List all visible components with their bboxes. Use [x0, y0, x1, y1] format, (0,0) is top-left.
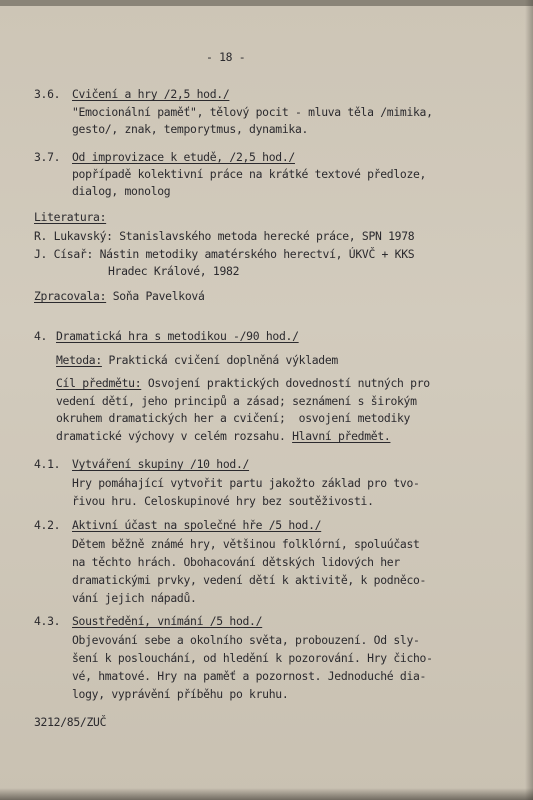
section-number: 3.6.	[34, 87, 61, 101]
literature-heading: Literatura:	[34, 210, 107, 224]
method-line	[56, 353, 338, 367]
section-heading: Cvičení a hry /2,5 hod./	[72, 87, 230, 101]
page-bottom-shadow	[0, 788, 533, 800]
text-line: dialog, monolog	[72, 184, 171, 198]
method-text: Praktická cvičení doplněná výkladem	[101, 353, 338, 367]
page-top-edge	[0, 0, 533, 6]
text-line: Objevování sebe a okolního světa, probouzení. Od sly-	[72, 633, 420, 647]
goal-last-text: dramatické výchovy v celém rozsahu.	[56, 429, 293, 443]
text-line: šení k poslouchání, od hledění k pozorování. Hry čicho-	[72, 651, 433, 665]
text-line: na těchto hrách. Obohacování dětských lidových her	[72, 555, 400, 569]
text-line: gesto/, znak, temporytmus, dynamika.	[72, 122, 309, 136]
text-line: vé, hmatové. Hry na paměť a pozornost. Jednoduché dia-	[72, 669, 427, 683]
text-line: Dětem běžně známé hry, většinou folklórní, spoluúčast	[72, 537, 420, 551]
text-line: "Emocionální paměť", tělový pocit - mluva těla /mimika,	[72, 105, 433, 119]
text-line: popřípadě kolektivní práce na krátké textové předloze,	[72, 167, 427, 181]
text-line: vedení dětí, jeho principů a zásad; seznámení s širokým	[56, 394, 417, 408]
section-number: 4.2.	[34, 518, 61, 532]
section-number: 4.	[34, 329, 48, 343]
section-heading: Aktivní účast na společné hře /5 hod./	[72, 518, 322, 532]
section-number: 4.1.	[34, 457, 61, 471]
page-right-shadow	[525, 0, 533, 800]
text-line: řivou hru. Celoskupinové hry bez soutěživosti.	[72, 494, 374, 508]
section-heading: Dramatická hra s metodikou -/90 hod./	[56, 329, 299, 343]
goal-line	[56, 376, 430, 390]
text-line	[56, 429, 390, 443]
section-number: 4.3.	[34, 614, 61, 628]
section-number: 3.7.	[34, 150, 61, 164]
main-subject-note: Hlavní předmět.	[292, 429, 391, 443]
text-line: vání jejich nápadů.	[72, 591, 197, 605]
text-line: okruhem dramatických her a cvičení; osvojení metodiky	[56, 411, 411, 425]
document-reference: 3212/85/ZUČ	[34, 715, 107, 729]
author-line	[34, 289, 205, 303]
section-heading: Vytváření skupiny /10 hod./	[72, 457, 250, 471]
text-line: Hry pomáhající vytvořit partu jakožto základ pro tvo-	[72, 476, 420, 490]
text-line: dramatickými prvky, vedení dětí k aktivitě, k podněco-	[72, 573, 427, 587]
literature-entry: R. Lukavský: Stanislavského metoda herecké práce, SPN 1978	[34, 229, 415, 243]
goal-label: Cíl předmětu:	[56, 376, 142, 390]
author-label: Zpracovala:	[34, 289, 107, 303]
goal-text: Osvojení praktických dovedností nutných pro	[141, 376, 430, 390]
author-name: Soňa Pavelková	[106, 289, 205, 303]
literature-entry: J. Císař: Nástin metodiky amatérského herectví, ÚKVČ + KKS	[34, 247, 415, 261]
method-label: Metoda:	[56, 353, 102, 367]
section-heading: Od improvizace k etudě, /2,5 hod./	[72, 150, 295, 164]
text-line: logy, vyprávění příběhu po kruhu.	[72, 687, 289, 701]
section-heading: Soustředění, vnímání /5 hod./	[72, 614, 263, 628]
page-number: - 18 -	[206, 50, 246, 64]
literature-entry-continuation: Hradec Králové, 1982	[108, 264, 240, 278]
